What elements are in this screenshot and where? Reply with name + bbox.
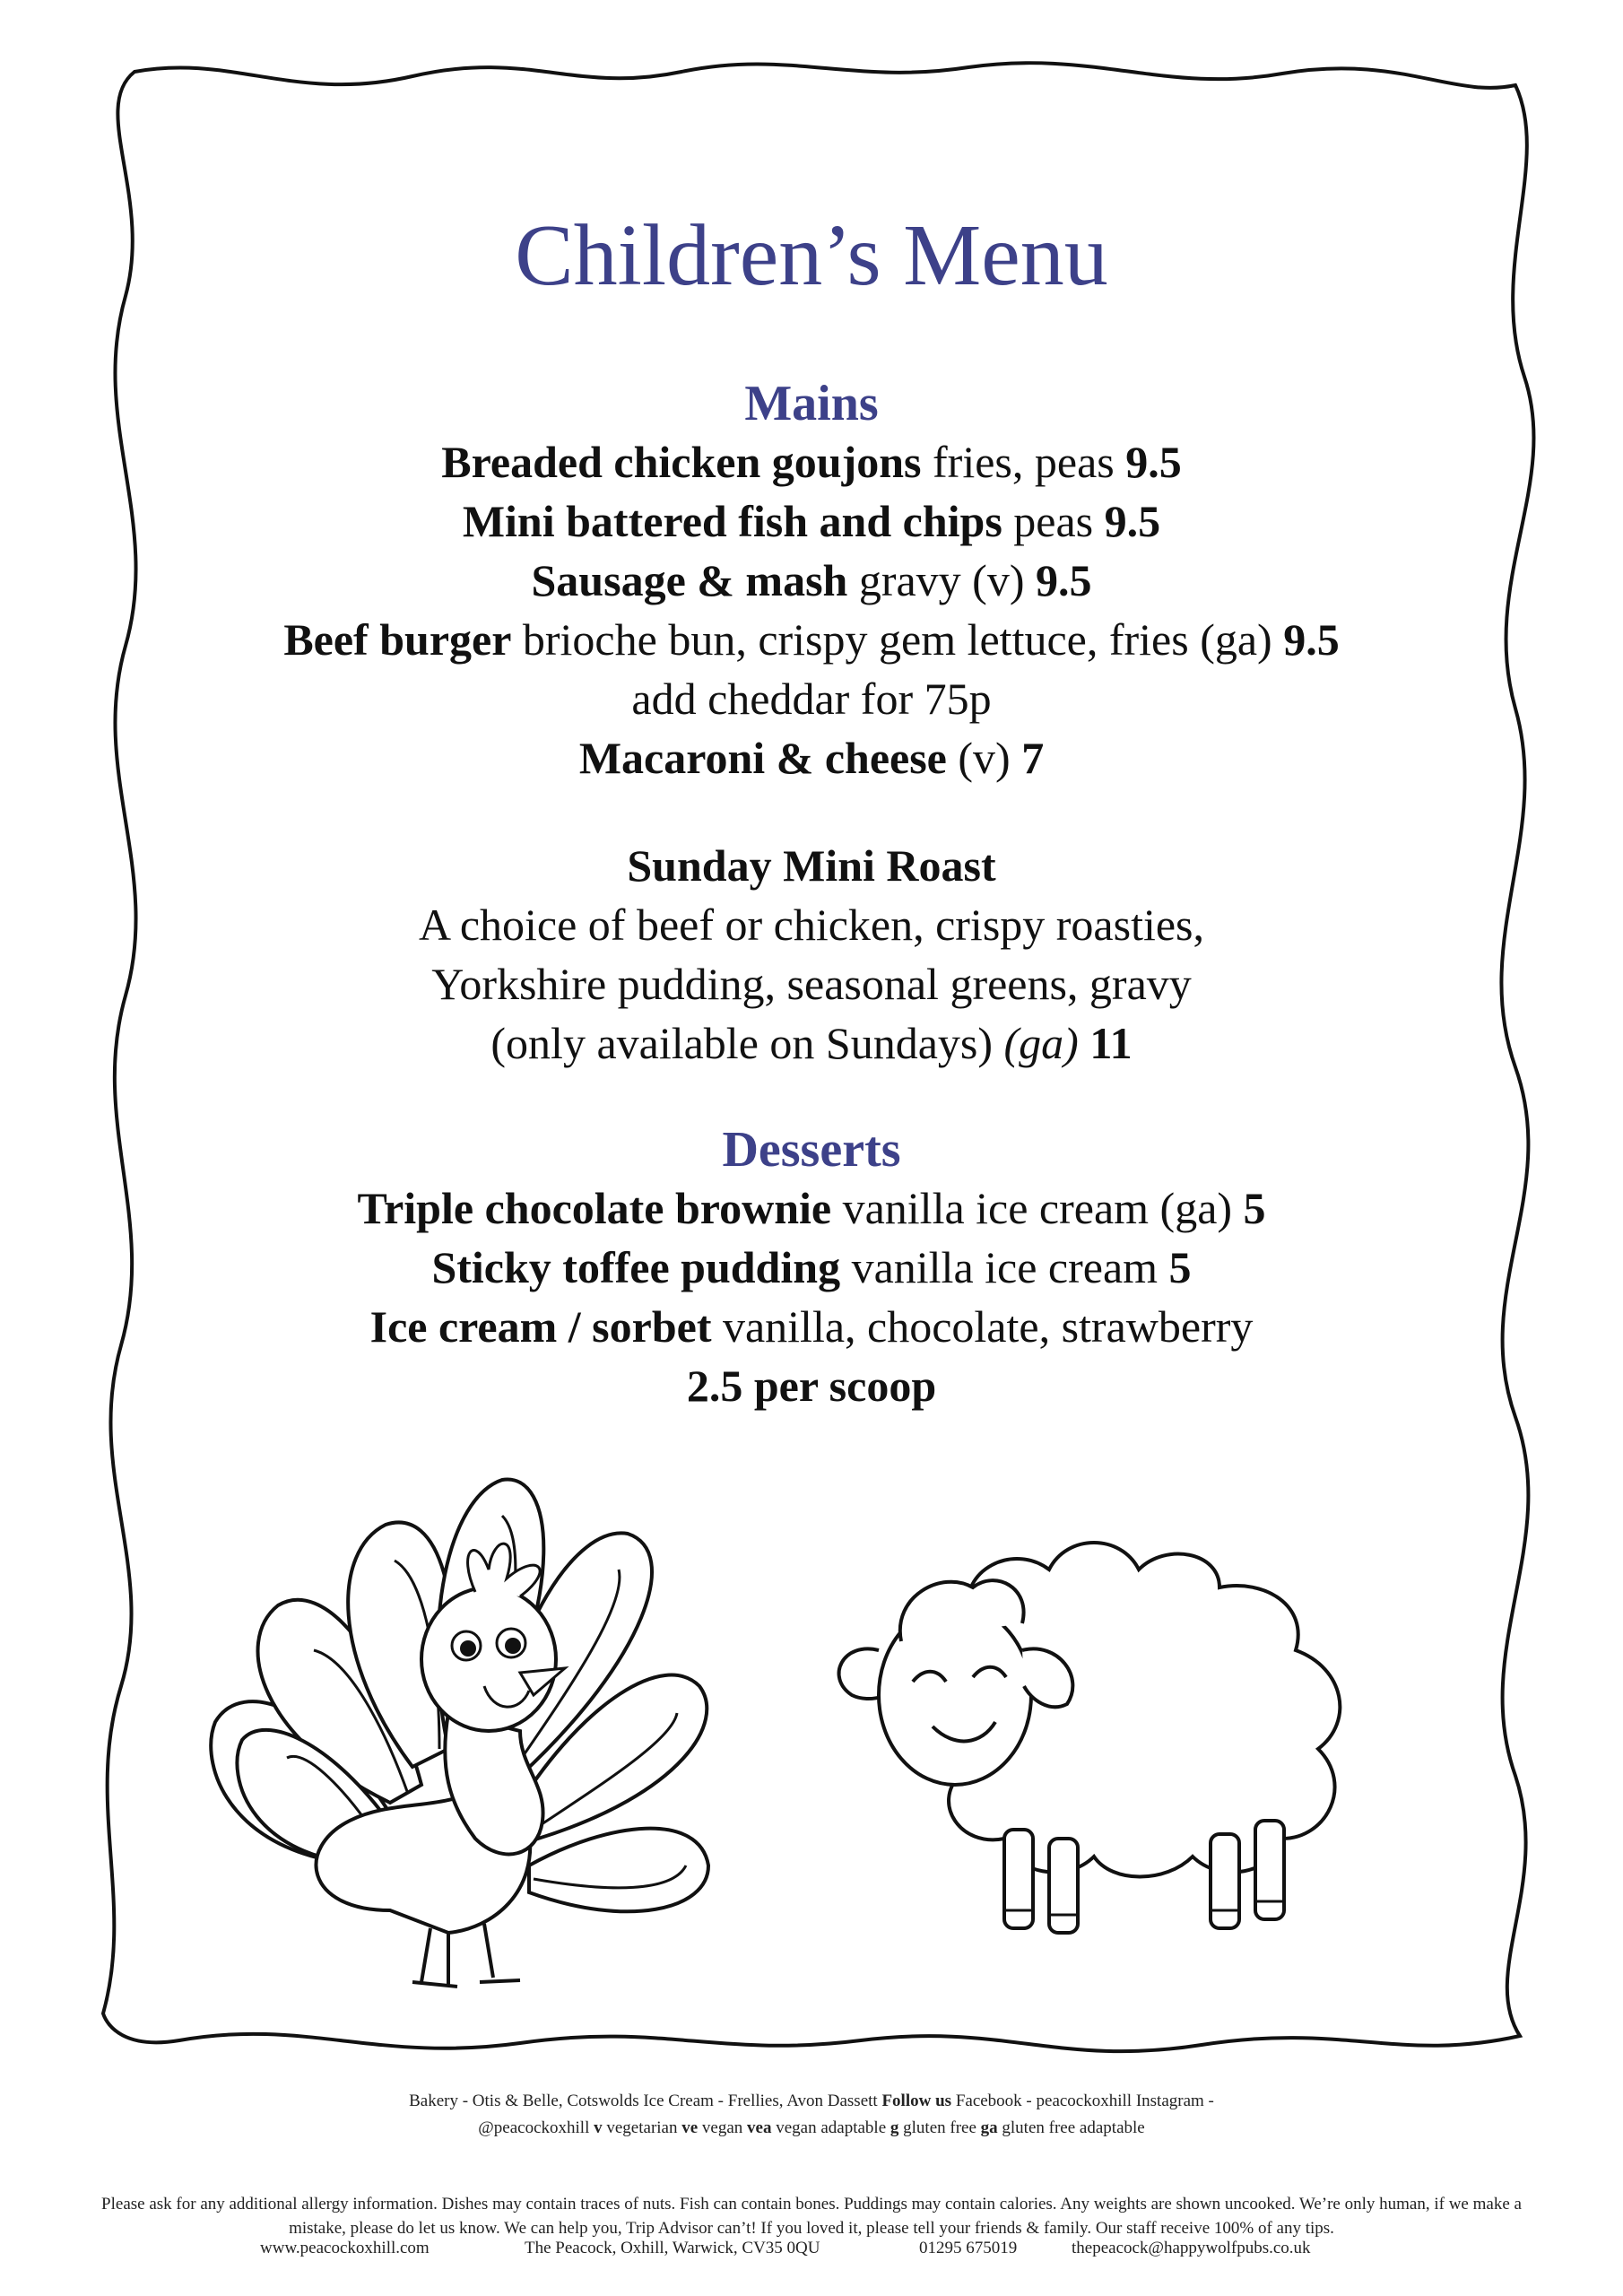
- item-desc: vanilla ice cream: [840, 1242, 1169, 1293]
- item-name: Breaded chicken goujons: [441, 437, 922, 488]
- address-text: The Peacock, Oxhill, Warwick, CV35 0QU: [525, 2239, 820, 2257]
- item-name: Mini battered fish and chips: [462, 496, 1002, 547]
- item-price: 9.5: [1036, 555, 1092, 606]
- socials-text: Facebook - peacockoxhill Instagram -: [951, 2092, 1214, 2110]
- roast-line: [0, 1013, 1623, 1073]
- item-desc: (v): [946, 733, 1022, 784]
- menu-item: [0, 728, 1623, 787]
- item-name: Sausage & mash: [531, 555, 848, 606]
- item-price: 5: [1243, 1183, 1266, 1234]
- key-g-text: gluten free: [898, 2118, 981, 2137]
- page-title: Children’s Menu: [515, 207, 1108, 304]
- key-ve-text: vegan: [698, 2118, 748, 2137]
- item-desc: peas: [1002, 496, 1105, 547]
- item-desc: gravy (v): [847, 555, 1036, 606]
- peacock-illustration: [179, 1444, 735, 2000]
- scoop-price-text: 2.5 per scoop: [686, 1361, 937, 1412]
- key-v-text: vegetarian: [602, 2118, 682, 2137]
- key-g: g: [890, 2118, 899, 2137]
- item-price: 9.5: [1125, 437, 1182, 488]
- burger-addon: add cheddar for 75p: [631, 674, 992, 725]
- scoop-price: [0, 1356, 1623, 1415]
- footer-info: [269, 2088, 1354, 2142]
- key-vea: vea: [747, 2118, 772, 2137]
- mains-section: [0, 375, 1623, 787]
- item-name: Triple chocolate brownie: [357, 1183, 832, 1234]
- menu-item: [0, 610, 1623, 669]
- menu-item: [0, 1238, 1623, 1297]
- item-price: 11: [1089, 1018, 1133, 1068]
- item-name: Sticky toffee pudding: [431, 1242, 841, 1293]
- roast-title: Sunday Mini Roast: [627, 840, 996, 891]
- follow-label: Follow us: [881, 2092, 952, 2110]
- key-vea-text: vegan adaptable: [771, 2118, 890, 2137]
- social-handle: @peacockoxhill: [478, 2118, 595, 2137]
- item-price: 7: [1021, 733, 1045, 784]
- sunday-roast-section: [0, 836, 1623, 1073]
- allergy-line: Please ask for any additional allergy information. Dishes may contain traces of nuts. Fish can contain bones. Puddings may contain calories. Any weights are shown uncooked. We’re only human, if we make a: [101, 2195, 1522, 2213]
- item-name: Ice cream / sorbet: [369, 1301, 712, 1352]
- item-price: 9.5: [1283, 614, 1340, 665]
- item-name: Macaroni & cheese: [578, 733, 947, 784]
- item-price: 5: [1168, 1242, 1192, 1293]
- desserts-heading: Desserts: [722, 1122, 901, 1178]
- item-desc: vanilla ice cream (ga): [831, 1183, 1244, 1234]
- roast-line: Yorkshire pudding, seasonal greens, gravy: [431, 959, 1192, 1009]
- item-price: 9.5: [1104, 496, 1161, 547]
- item-name: Beef burger: [283, 614, 512, 665]
- roast-heading: [0, 836, 1623, 895]
- website-link[interactable]: www.peacockoxhill.com: [260, 2239, 430, 2257]
- menu-item: [0, 1297, 1623, 1356]
- key-v: v: [594, 2118, 603, 2137]
- menu-item: [0, 1178, 1623, 1238]
- roast-line: A choice of beef or chicken, crispy roasties,: [418, 900, 1205, 950]
- key-ga: ga: [980, 2118, 998, 2137]
- suppliers-text: Bakery - Otis & Belle, Cotswolds Ice Cream - Frellies, Avon Dassett: [409, 2092, 882, 2110]
- menu-item: [0, 432, 1623, 491]
- allergy-notice: [36, 2192, 1587, 2240]
- phone-number[interactable]: 01295 675019: [919, 2239, 1018, 2257]
- item-desc: brioche bun, crispy gem lettuce, fries (ga): [511, 614, 1284, 665]
- item-desc: fries, peas: [921, 437, 1126, 488]
- mains-heading: Mains: [744, 376, 879, 431]
- menu-item: [0, 551, 1623, 610]
- item-desc: vanilla, chocolate, strawberry: [711, 1301, 1254, 1352]
- roast-tag: (ga): [1003, 1018, 1079, 1068]
- allergy-line: mistake, please do let us know. We can help you, Trip Advisor can’t! If you loved it, please tell your friends & family. Our staff receive 100% of any tips.: [289, 2219, 1334, 2238]
- sheep-illustration: [807, 1489, 1417, 1955]
- key-ga-text: gluten free adaptable: [997, 2118, 1145, 2137]
- key-ve: ve: [681, 2118, 699, 2137]
- roast-availability: (only available on Sundays): [490, 1018, 1004, 1068]
- email-link[interactable]: thepeacock@happywolfpubs.co.uk: [1072, 2239, 1311, 2257]
- desserts-section: [0, 1121, 1623, 1415]
- menu-item: [0, 491, 1623, 551]
